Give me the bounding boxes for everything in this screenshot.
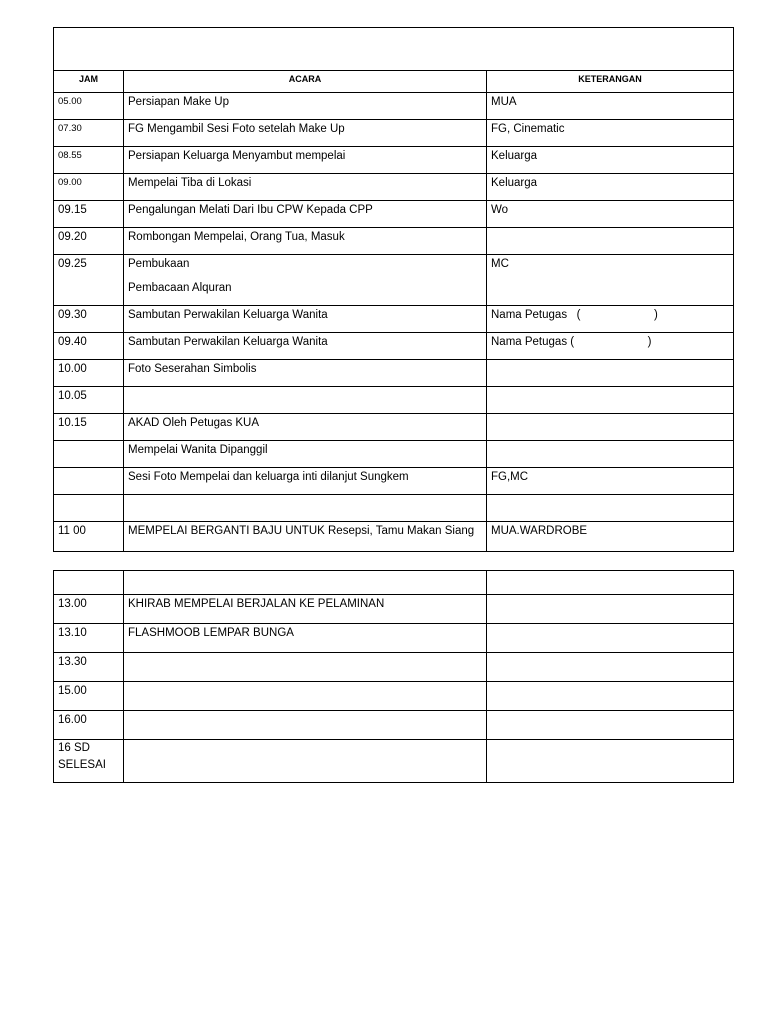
acara-line: Pembukaan [128,258,190,270]
cell-keterangan [487,360,734,387]
cell-keterangan: MC [487,255,734,306]
cell-keterangan [487,441,734,468]
cell-jam [54,571,124,595]
cell-jam: 08.55 [54,147,124,174]
cell-acara [124,653,487,682]
table-row [54,333,734,360]
cell-acara: AKAD Oleh Petugas KUA [124,414,487,441]
cell-jam: 07.30 [54,120,124,147]
table-row [54,571,734,595]
cell-jam: 09.00 [54,174,124,201]
cell-acara: Mempelai Tiba di Lokasi [124,174,487,201]
cell-acara [124,711,487,740]
table-row [54,653,734,682]
cell-jam: 09.40 [54,333,124,360]
header-keterangan: KETERANGAN [487,71,734,93]
cell-keterangan [487,624,734,653]
cell-jam [54,441,124,468]
header-jam: JAM [54,71,124,93]
table-header-row [54,71,734,93]
table-row [54,306,734,333]
cell-keterangan: FG, Cinematic [487,120,734,147]
cell-jam: 10.15 [54,414,124,441]
acara-line: Pembacaan Alquran [128,282,232,294]
cell-keterangan [487,228,734,255]
cell-keterangan: Wo [487,201,734,228]
cell-jam [54,495,124,522]
table-row [54,624,734,653]
cell-acara [124,682,487,711]
cell-acara [124,255,487,306]
cell-keterangan [487,653,734,682]
cell-acara [124,740,487,783]
cell-jam: 15.00 [54,682,124,711]
rundown-table-pagi [53,27,734,552]
jam-line: 16 SD [58,742,90,754]
cell-acara: Sambutan Perwakilan Keluarga Wanita [124,306,487,333]
cell-acara: MEMPELAI BERGANTI BAJU UNTUK Resepsi, Tamu Makan Siang [124,522,487,552]
cell-acara: Pengalungan Melati Dari Ibu CPW Kepada CPP [124,201,487,228]
table-row [54,255,734,306]
cell-keterangan: MUA.WARDROBE [487,522,734,552]
cell-acara: Sambutan Perwakilan Keluarga Wanita [124,333,487,360]
cell-keterangan: Nama Petugas ( ) [487,333,734,360]
cell-jam: 13.00 [54,595,124,624]
cell-keterangan [487,387,734,414]
cell-acara [124,495,487,522]
cell-keterangan: Nama Petugas ( ) [487,306,734,333]
table-title-cell [54,28,734,71]
table-row [54,495,734,522]
cell-keterangan [487,495,734,522]
cell-acara: Mempelai Wanita Dipanggil [124,441,487,468]
cell-acara: Rombongan Mempelai, Orang Tua, Masuk [124,228,487,255]
cell-keterangan: Keluarga [487,174,734,201]
cell-jam: 09.15 [54,201,124,228]
cell-acara: Sesi Foto Mempelai dan keluarga inti dilanjut Sungkem [124,468,487,495]
table-row [54,120,734,147]
cell-acara: FG Mengambil Sesi Foto setelah Make Up [124,120,487,147]
cell-acara: FLASHMOOB LEMPAR BUNGA [124,624,487,653]
header-acara: ACARA [124,71,487,93]
cell-keterangan [487,414,734,441]
table-row [54,201,734,228]
rundown-table-siang [53,570,734,783]
cell-keterangan [487,682,734,711]
cell-jam: 16.00 [54,711,124,740]
table-row [54,522,734,552]
cell-jam: 13.10 [54,624,124,653]
cell-acara: Persiapan Make Up [124,93,487,120]
cell-keterangan [487,595,734,624]
cell-acara [124,571,487,595]
cell-jam: 11 00 [54,522,124,552]
table-row [54,174,734,201]
cell-acara: KHIRAB MEMPELAI BERJALAN KE PELAMINAN [124,595,487,624]
table-row [54,468,734,495]
table-row [54,387,734,414]
table-row [54,441,734,468]
cell-keterangan [487,711,734,740]
cell-jam [54,740,124,783]
jam-line: SELESAI [58,759,106,771]
cell-jam: 05.00 [54,93,124,120]
table-row [54,228,734,255]
cell-jam: 13.30 [54,653,124,682]
cell-jam: 10.05 [54,387,124,414]
cell-acara [124,387,487,414]
cell-acara: Persiapan Keluarga Menyambut mempelai [124,147,487,174]
cell-keterangan: Keluarga [487,147,734,174]
table-row [54,360,734,387]
cell-keterangan [487,571,734,595]
cell-jam: 09.30 [54,306,124,333]
cell-jam: 09.20 [54,228,124,255]
cell-keterangan: MUA [487,93,734,120]
cell-jam [54,468,124,495]
cell-jam: 10.00 [54,360,124,387]
cell-keterangan [487,740,734,783]
cell-acara: Foto Seserahan Simbolis [124,360,487,387]
table-title-row [54,28,734,71]
table-row [54,414,734,441]
cell-jam: 09.25 [54,255,124,306]
table-row [54,93,734,120]
table-row [54,711,734,740]
cell-keterangan: FG,MC [487,468,734,495]
table-row [54,595,734,624]
table-row [54,740,734,783]
table-row [54,147,734,174]
table-row [54,682,734,711]
